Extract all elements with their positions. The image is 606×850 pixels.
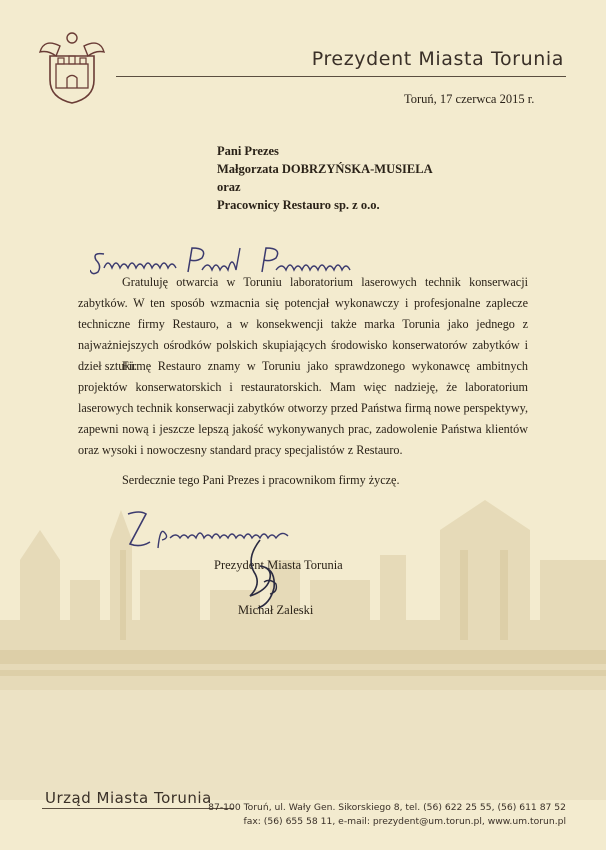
recipient-line-3: oraz xyxy=(217,180,241,194)
president-signature xyxy=(240,538,280,610)
footer-address: 87-100 Toruń, ul. Wały Gen. Sikorskiego 8, tel. (56) 622 25 55, (56) 611 87 52 xyxy=(208,802,566,813)
footer-rule xyxy=(42,808,234,809)
letterhead-title: Prezydent Miasta Torunia xyxy=(311,48,564,70)
letterhead-rule xyxy=(116,76,566,77)
signatory-title: Prezydent Miasta Torunia xyxy=(214,558,343,572)
recipient-line-1: Pani Prezes xyxy=(217,144,279,158)
recipient-line-2: Małgorzata DOBRZYŃSKA-MUSIELA xyxy=(217,162,433,176)
letter-date: Toruń, 17 czerwca 2015 r. xyxy=(404,92,535,106)
footer-office-name: Urząd Miasta Torunia xyxy=(45,789,212,807)
body-paragraph-2: Firmę Restauro znamy w Toruniu jako sprawdzonego wykonawcę ambitnych projektów konserwatorskich i restauratorskich. Mam więc nadzieję, że laboratorium laserowych technik konserwacji zabytków otworzy przed Państwa firmą nowe perspektywy, zapewni nową i jeszcze lepszą jakość wykonywanych prac, zadowolenie Państwa klientów oraz wysoki i nowoczesny standard pracy specjalistów z Restauro. xyxy=(78,359,529,457)
body-paragraph-1: Gratuluję otwarcia w Toruniu laboratorium laserowych technik konserwacji zabytków. W ten sposób wzmacnia się potencjał wykonawczy i profesjonalne zaplecze techniczne firmy Restauro, a w konsekwencji także marka Torunia jako jednego z najważniejszych ośrodków polskich skupiających środowisko konserwatorów zabytków i dzieł sztuki. xyxy=(78,275,528,373)
torun-skyline-watermark xyxy=(0,500,606,800)
footer-contact: fax: (56) 655 58 11, e-mail: prezydent@um.torun.pl, www.um.torun.pl xyxy=(243,816,566,827)
recipient-line-4: Pracownicy Restauro sp. z o.o. xyxy=(217,198,380,212)
body-paragraph-3: Serdecznie tego Pani Prezes i pracownikom firmy życzę. xyxy=(122,473,400,487)
signatory-name: Michał Zaleski xyxy=(238,603,314,617)
torun-coat-of-arms-icon xyxy=(38,28,106,104)
